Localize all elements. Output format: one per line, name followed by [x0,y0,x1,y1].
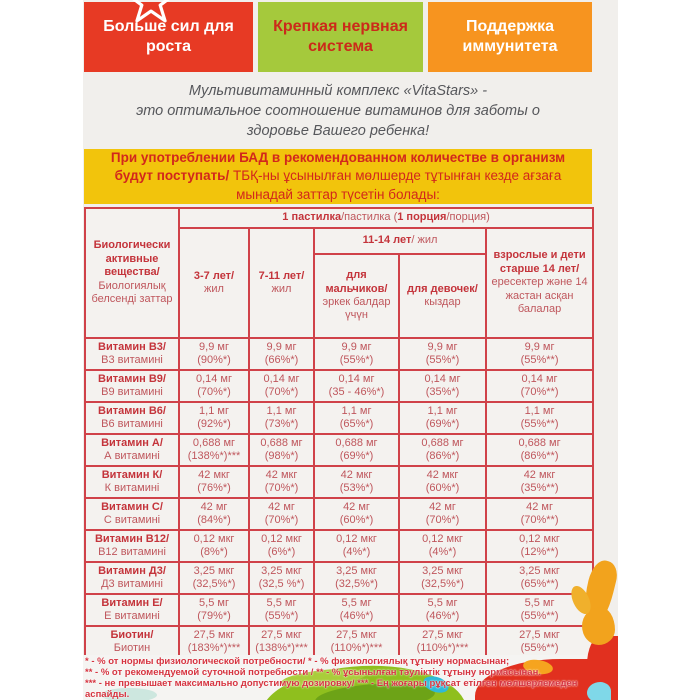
col-header-portion: 1 пастилка/пастилка (1 порция/порция) [179,208,593,228]
table-row [85,402,593,434]
banner-growth-label: Больше сил для роста [103,18,234,55]
value-cell: 0,14 мг (70%*) [179,370,249,402]
vitamin-name-cell: Биотин/ Биотин [85,626,179,658]
value-cell: 27,5 мкг (55%**) [486,626,593,658]
table-row [85,466,593,498]
value-cell: 1,1 мг (69%*) [399,402,486,434]
value-cell: 0,14 мг (35 - 46%*) [314,370,399,402]
vitamin-name-cell: Витамин К/ К витамині [85,466,179,498]
banner-immunity [428,2,592,72]
col-header-girls: для девочек/ кыздар [399,254,486,338]
col-header-age-11-14: 11-14 лет/ жил [314,228,486,254]
vitamin-name-cell: Витамин В3/ В3 витамині [85,338,179,370]
value-cell: 1,1 мг (55%**) [486,402,593,434]
col-header-substances [85,208,179,338]
value-cell: 0,688 мг (98%*) [249,434,314,466]
col-header-substances-kz: Биологиялық белсенді заттар [91,279,173,306]
col-header-substances-ru: Биологически активные вещества/ [93,239,171,279]
vitamin-name-cell: Витамин В9/ В9 витамині [85,370,179,402]
value-cell: 42 мг (60%*) [314,498,399,530]
table-row [85,626,593,658]
value-cell: 3,25 мкг (32,5%*) [314,562,399,594]
col-header-age-3-7: 3-7 лет/ жил [179,228,249,338]
value-cell: 42 мг (84%*) [179,498,249,530]
value-cell: 0,688 мг (86%**) [486,434,593,466]
star-icon [124,0,178,30]
value-cell: 42 мкг (53%*) [314,466,399,498]
intro-line-1: Мультивитаминный комплекс «VitaStars» - [188,83,488,99]
value-cell: 42 мкг (76%*) [179,466,249,498]
value-cell: 5,5 мг (79%*) [179,594,249,626]
value-cell: 9,9 мг (90%*) [179,338,249,370]
table-row [85,370,593,402]
intro-text [84,81,592,141]
notice-text [94,149,582,203]
table-row [85,434,593,466]
banner-nervous-system [258,2,423,72]
value-cell: 1,1 мг (65%*) [314,402,399,434]
intro-line-2: это оптимальное соотношение витаминов для заботы о [136,103,540,119]
vitamin-name-cell: Витамин Е/ Е витамині [85,594,179,626]
value-cell: 42 мг (70%*) [399,498,486,530]
value-cell: 42 мг (70%**) [486,498,593,530]
notice-box [84,149,592,204]
value-cell: 0,688 мг (138%*)*** [179,434,249,466]
vitamin-name-cell: Витамин С/ С витамині [85,498,179,530]
value-cell: 42 мг (70%*) [249,498,314,530]
footnotes [85,656,617,700]
value-cell: 9,9 мг (55%*) [314,338,399,370]
vitamin-package-back [83,0,618,700]
value-cell: 5,5 мг (55%**) [486,594,593,626]
value-cell: 0,12 мкг (6%*) [249,530,314,562]
table-row [85,562,593,594]
footnote-2: ** - % от рекомендуемой суточной потребности / ** - % ұсынылған тәуліктік тұтыну нормасынан. [85,667,541,678]
value-cell: 9,9 мг (55%**) [486,338,593,370]
value-cell: 1,1 мг (73%*) [249,402,314,434]
value-cell: 42 мкг (70%*) [249,466,314,498]
col-header-age-7-11: 7-11 лет/ жил [249,228,314,338]
value-cell: 0,12 мкг (12%**) [486,530,593,562]
value-cell: 27,5 мкг (183%*)*** [179,626,249,658]
banner-nervous-system-label: Крепкая нервная система [273,18,408,55]
notice-text-bold: При употреблении БАД в рекомендованном количестве в организм будут поступать/ [110,150,566,184]
table-row [85,498,593,530]
notice-text-regular: ТБҚ-ны ұсынылған мөлшерде тұтынған кезде ағзаға мынадай заттар түсетін болады: [229,168,562,202]
banner-immunity-label: Поддержка иммунитета [462,18,558,55]
value-cell: 0,14 мг (70%**) [486,370,593,402]
vitamin-name-cell: Витамин В6/ В6 витамині [85,402,179,434]
value-cell: 42 мкг (35%**) [486,466,593,498]
value-cell: 0,12 мкг (8%*) [179,530,249,562]
table-row [85,338,593,370]
footnote-3: *** - не превышает максимально допустимую дозировку/ *** - Ең жоғары рұқсат етілген мөлшерлемеден [85,678,578,689]
col-header-adults: взрослые и дети старше 14 лет/ ересектер және 14 жастан асқан балалар [486,228,593,338]
value-cell: 0,12 мкг (4%*) [314,530,399,562]
value-cell: 0,14 мг (70%*) [249,370,314,402]
vitamin-rows [85,338,593,658]
intro-line-3: здоровье Вашего ребенка! [246,123,430,139]
value-cell: 0,688 мг (69%*) [314,434,399,466]
value-cell: 42 мкг (60%*) [399,466,486,498]
vitamin-name-cell: Витамин Д3/ Д3 витамині [85,562,179,594]
value-cell: 0,14 мг (35%*) [399,370,486,402]
value-cell: 9,9 мг (66%*) [249,338,314,370]
value-cell: 5,5 мг (46%*) [399,594,486,626]
footnote-1: * - % от нормы физиологической потребности/ * - % физиологиялық тұтыну нормасынан; [85,656,510,667]
table-row [85,530,593,562]
vitamin-name-cell: Витамин В12/ В12 витамині [85,530,179,562]
col-header-boys: для мальчиков/ эркек балдар үчүн [314,254,399,338]
value-cell: 3,25 мкг (65%**) [486,562,593,594]
value-cell: 9,9 мг (55%*) [399,338,486,370]
value-cell: 1,1 мг (92%*) [179,402,249,434]
value-cell: 0,12 мкг (4%*) [399,530,486,562]
value-cell: 27,5 мкг (110%*)*** [314,626,399,658]
banner-growth [84,2,253,72]
table-row [85,594,593,626]
value-cell: 3,25 мкг (32,5%*) [179,562,249,594]
value-cell: 5,5 мг (46%*) [314,594,399,626]
value-cell: 27,5 мкг (138%*)*** [249,626,314,658]
value-cell: 27,5 мкг (110%*)*** [399,626,486,658]
footnote-4: аспайды. [85,689,130,700]
value-cell: 3,25 мкг (32,5 %*) [249,562,314,594]
nutrition-table [84,207,594,659]
header-row-portion [85,208,593,228]
value-cell: 5,5 мг (55%*) [249,594,314,626]
value-cell: 3,25 мкг (32,5%*) [399,562,486,594]
value-cell: 0,688 мг (86%*) [399,434,486,466]
vitamin-name-cell: Витамин А/ А витамині [85,434,179,466]
